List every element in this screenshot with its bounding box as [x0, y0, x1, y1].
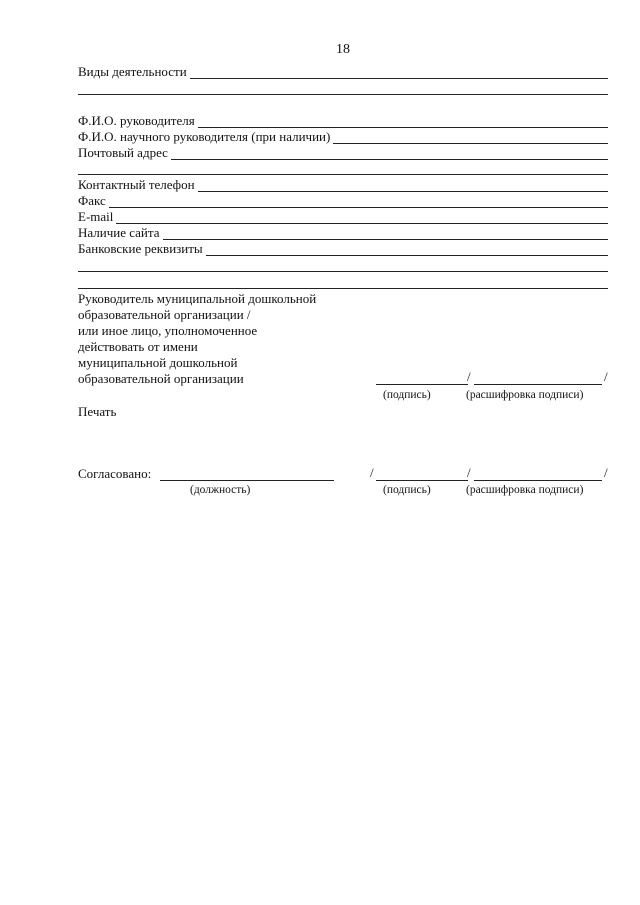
- phone-input-line: [198, 179, 608, 192]
- fax-input-line: [109, 195, 608, 208]
- director-name-input-line: [198, 115, 608, 128]
- website-label: Наличие сайта: [78, 225, 160, 240]
- signatory-line-5: муниципальной дошкольной: [78, 355, 238, 370]
- approval-separator-2: /: [467, 465, 471, 480]
- postal-address-field: [78, 144, 608, 160]
- postal-address-continuation-line: [78, 174, 608, 175]
- signature-decoding-line: [474, 384, 602, 385]
- approval-signature-line: [376, 480, 468, 481]
- postal-address-input-line: [171, 147, 608, 160]
- approval-position-line: [160, 480, 334, 481]
- approval-decoding-line: [474, 480, 602, 481]
- signature-caption: (подпись): [383, 389, 431, 401]
- signature-line: [376, 384, 468, 385]
- signatory-line-1: Руководитель муниципальной дошкольной: [78, 291, 317, 306]
- bank-details-input-line: [206, 243, 608, 256]
- approval-position-caption: (должность): [190, 484, 251, 496]
- bank-details-field: [78, 240, 608, 256]
- email-input-line: [116, 211, 608, 224]
- supervisor-name-input-line: [333, 131, 608, 144]
- director-name-label: Ф.И.О. руководителя: [78, 113, 195, 128]
- approval-separator-1: /: [370, 465, 374, 480]
- approval-signature-caption: (подпись): [383, 484, 431, 496]
- activities-field: [78, 63, 608, 79]
- website-input-line: [163, 227, 609, 240]
- email-label: E-mail: [78, 209, 114, 224]
- postal-address-label: Почтовый адрес: [78, 145, 168, 160]
- website-field: [78, 224, 608, 240]
- approval-separator-3: /: [604, 465, 608, 480]
- phone-label: Контактный телефон: [78, 177, 195, 192]
- activities-input-line: [190, 66, 608, 79]
- signature-decoding-caption: (расшифровка подписи): [466, 389, 584, 401]
- bank-details-continuation-line-2: [78, 288, 608, 289]
- stamp-label: Печать: [78, 404, 117, 419]
- activities-continuation-line: [78, 94, 608, 95]
- approval-decoding-caption: (расшифровка подписи): [466, 484, 584, 496]
- activities-label: Виды деятельности: [78, 64, 187, 79]
- signatory-line-4: действовать от имени: [78, 339, 198, 354]
- email-field: [78, 208, 608, 224]
- fax-field: [78, 192, 608, 208]
- signatory-line-6: образовательной организации: [78, 371, 244, 386]
- signature-separator-2: /: [604, 369, 608, 384]
- page-number: 18: [336, 42, 350, 57]
- bank-details-label: Банковские реквизиты: [78, 241, 203, 256]
- signatory-line-3: или иное лицо, уполномоченное: [78, 323, 258, 338]
- bank-details-continuation-line-1: [78, 271, 608, 272]
- supervisor-name-field: [78, 128, 608, 144]
- approval-label: Согласовано:: [78, 466, 152, 481]
- phone-field: [78, 176, 608, 192]
- signature-separator-1: /: [467, 369, 471, 384]
- director-name-field: [78, 112, 608, 128]
- signatory-line-2: образовательной организации /: [78, 307, 251, 322]
- fax-label: Факс: [78, 193, 106, 208]
- supervisor-name-label: Ф.И.О. научного руководителя (при наличии): [78, 129, 331, 144]
